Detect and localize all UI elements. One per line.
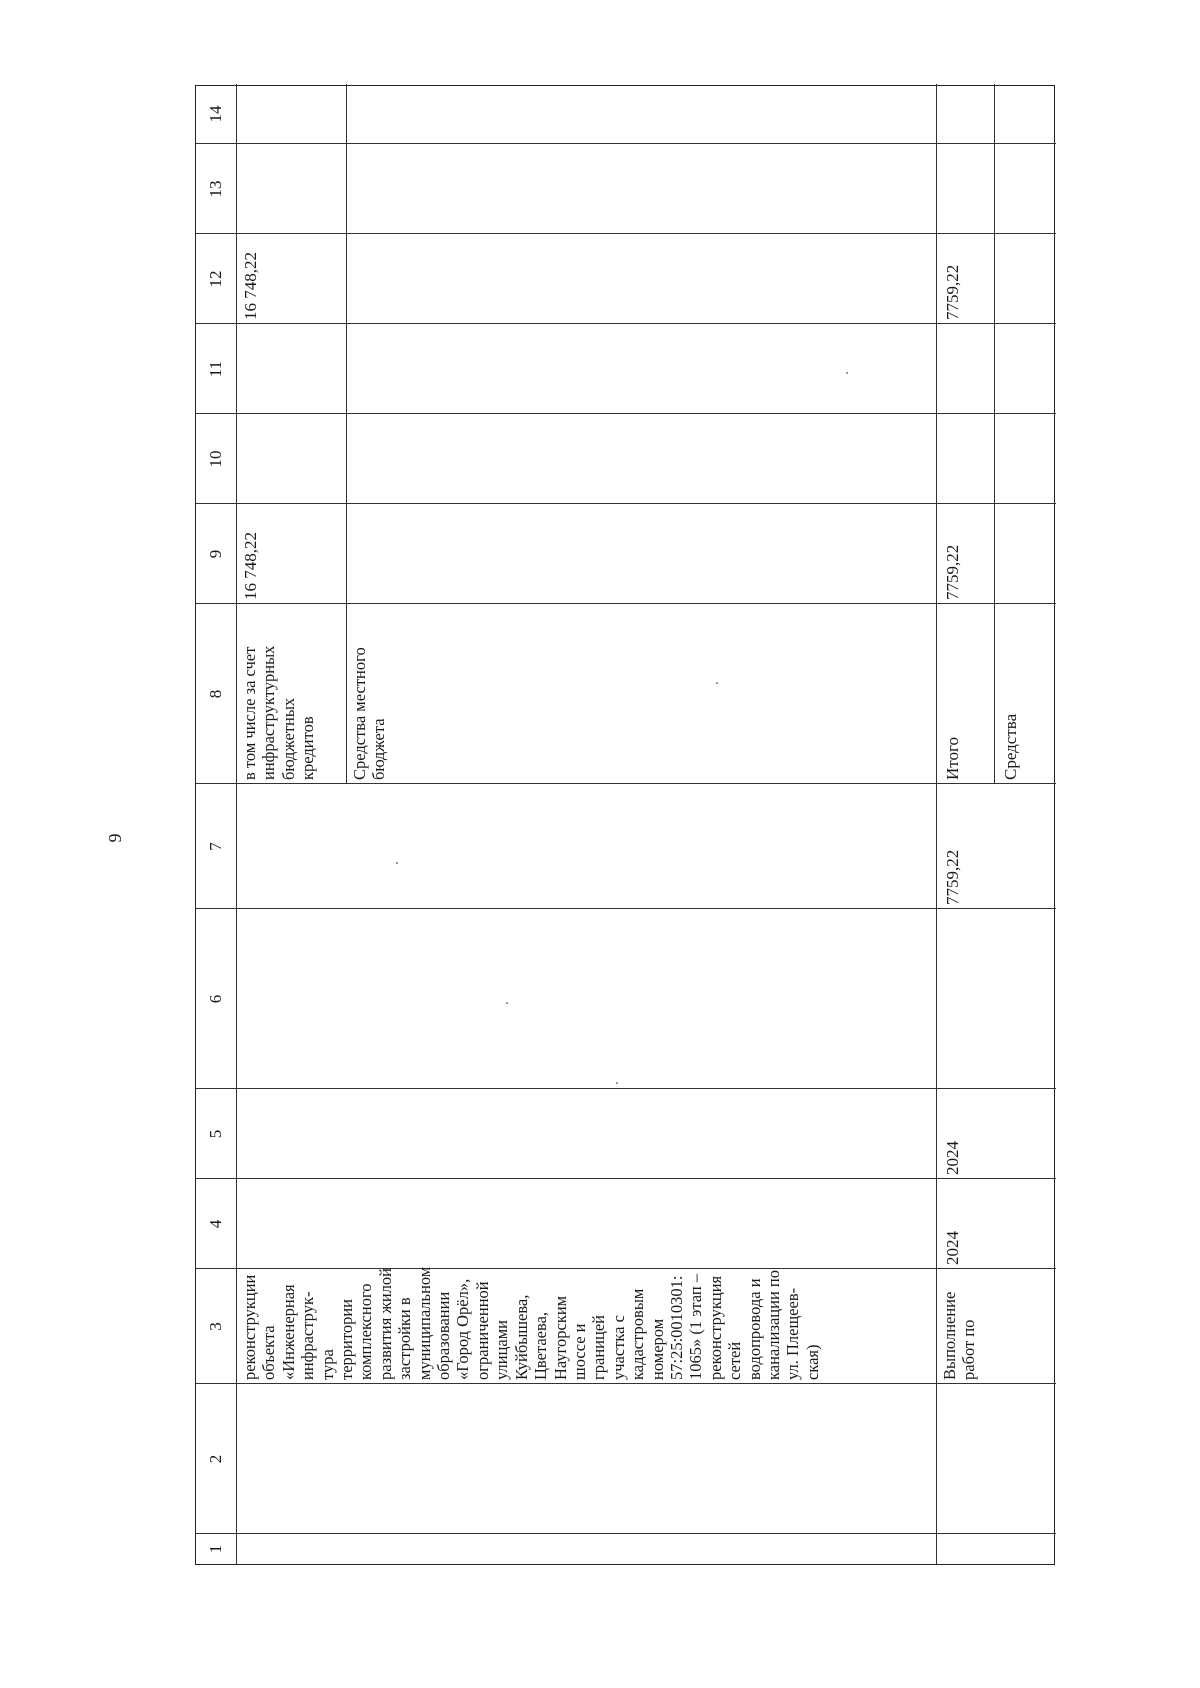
row2-col12-value: 7759,22 <box>943 264 962 320</box>
cell-text-line: 1065» (1 этап – <box>686 1273 706 1380</box>
cell-text-line: кредитов <box>298 716 318 780</box>
row2-col4-year: 2024 <box>943 1231 962 1265</box>
header-col-3: 3 <box>206 1322 225 1331</box>
header-col-5: 5 <box>206 1129 225 1139</box>
header-col-4: 4 <box>206 1219 225 1229</box>
header-col-10: 10 <box>206 450 225 468</box>
col-divider <box>196 1383 1056 1384</box>
col-divider <box>196 1088 1056 1089</box>
page-number: 9 <box>105 833 125 843</box>
header-col-7: 7 <box>206 842 225 851</box>
cell-text-line: в том числе за счет <box>240 646 259 780</box>
cell-text-line: участка с <box>608 1315 628 1380</box>
row2-source-total: Итого <box>943 736 962 780</box>
scan-speck <box>716 682 718 684</box>
cell-text-line: Выполнение <box>940 1291 959 1380</box>
subrow-divider <box>346 84 347 784</box>
row2-col9-value: 7759,22 <box>943 544 962 600</box>
table-grid <box>195 85 1055 1565</box>
row1-source-local-budget <box>350 647 389 780</box>
header-row-divider <box>236 84 237 1564</box>
cell-text-line: застройки в <box>395 1297 415 1380</box>
row2-col7-value: 7759,22 <box>943 849 962 905</box>
cell-text-line: «Инженерная <box>278 1284 298 1380</box>
col-divider <box>196 323 1056 324</box>
row1-source-infrastructure-credits <box>240 646 318 780</box>
cell-text-line: инфраструк- <box>298 1291 318 1380</box>
header-col-14: 14 <box>206 105 225 123</box>
cell-text-line: улицами <box>492 1319 512 1380</box>
col-divider <box>196 413 1056 414</box>
header-col-12: 12 <box>206 270 225 288</box>
row-divider <box>936 84 937 1564</box>
cell-text-line: бюджета <box>369 718 389 780</box>
cell-text-line: Средства местного <box>350 647 369 780</box>
cell-text-line: сетей <box>725 1341 745 1380</box>
cell-text-line: образовании <box>434 1291 454 1380</box>
cell-text-line: тура <box>317 1349 337 1380</box>
subrow-divider <box>994 84 995 784</box>
header-col-13: 13 <box>206 180 225 198</box>
row2-col5-year: 2024 <box>943 1141 962 1175</box>
cell-text-line: водопровода и <box>744 1278 764 1380</box>
col-divider <box>196 503 1056 504</box>
cell-text-line: объекта <box>259 1325 279 1380</box>
col-divider <box>196 143 1056 144</box>
row1-description <box>240 1267 822 1380</box>
cell-text-line: Наугорским <box>550 1295 570 1380</box>
cell-text-line: инфраструктурных <box>259 645 279 780</box>
col-divider <box>196 783 1056 784</box>
cell-text-line: кадастровым <box>628 1288 648 1380</box>
header-col-6: 6 <box>206 994 225 1004</box>
row2-source-funds: Средства <box>1001 713 1020 780</box>
cell-text-line: шоссе и <box>569 1323 589 1380</box>
cell-text-line: комплексного <box>356 1283 376 1380</box>
cell-text-line: работ по <box>959 1319 979 1380</box>
cell-text-line: ул. Плещеев- <box>783 1287 803 1380</box>
budget-table <box>195 85 1055 1565</box>
row1-col9-value: 16 748,22 <box>241 532 260 600</box>
col-divider <box>196 908 1056 909</box>
header-col-2: 2 <box>206 1454 225 1464</box>
cell-text-line: бюджетных <box>278 697 298 780</box>
header-col-8: 8 <box>206 689 225 699</box>
cell-text-line: границей <box>589 1315 609 1380</box>
cell-text-line: 57:25:0010301: <box>666 1275 686 1380</box>
cell-text-line: канализации по <box>763 1270 783 1380</box>
cell-text-line: муниципальном <box>414 1266 434 1380</box>
header-col-1: 1 <box>206 1544 225 1554</box>
row1-col12-value: 16 748,22 <box>241 252 260 320</box>
scan-speck <box>506 1002 508 1004</box>
cell-text-line: «Город Орёл», <box>453 1278 473 1380</box>
row2-description <box>940 1292 979 1380</box>
scan-speck <box>616 1082 618 1084</box>
header-col-11: 11 <box>206 360 225 378</box>
col-divider <box>196 1178 1056 1179</box>
cell-text-line: ограниченной <box>472 1281 492 1380</box>
header-col-9: 9 <box>206 549 225 559</box>
cell-text-line: развития жилой <box>375 1267 395 1380</box>
cell-text-line: территории <box>337 1298 357 1380</box>
col-divider <box>196 603 1056 604</box>
cell-text-line: номером <box>647 1318 667 1380</box>
col-divider <box>196 1533 1056 1534</box>
scan-speck <box>396 862 398 864</box>
cell-text-line: Куйбышева, <box>511 1294 531 1380</box>
cell-text-line: реконструкции <box>240 1274 259 1380</box>
scan-speck <box>846 372 848 374</box>
cell-text-line: ская) <box>802 1344 822 1380</box>
col-divider <box>196 233 1056 234</box>
cell-text-line: Цветаева, <box>531 1311 551 1380</box>
cell-text-line: реконструкция <box>705 1275 725 1380</box>
